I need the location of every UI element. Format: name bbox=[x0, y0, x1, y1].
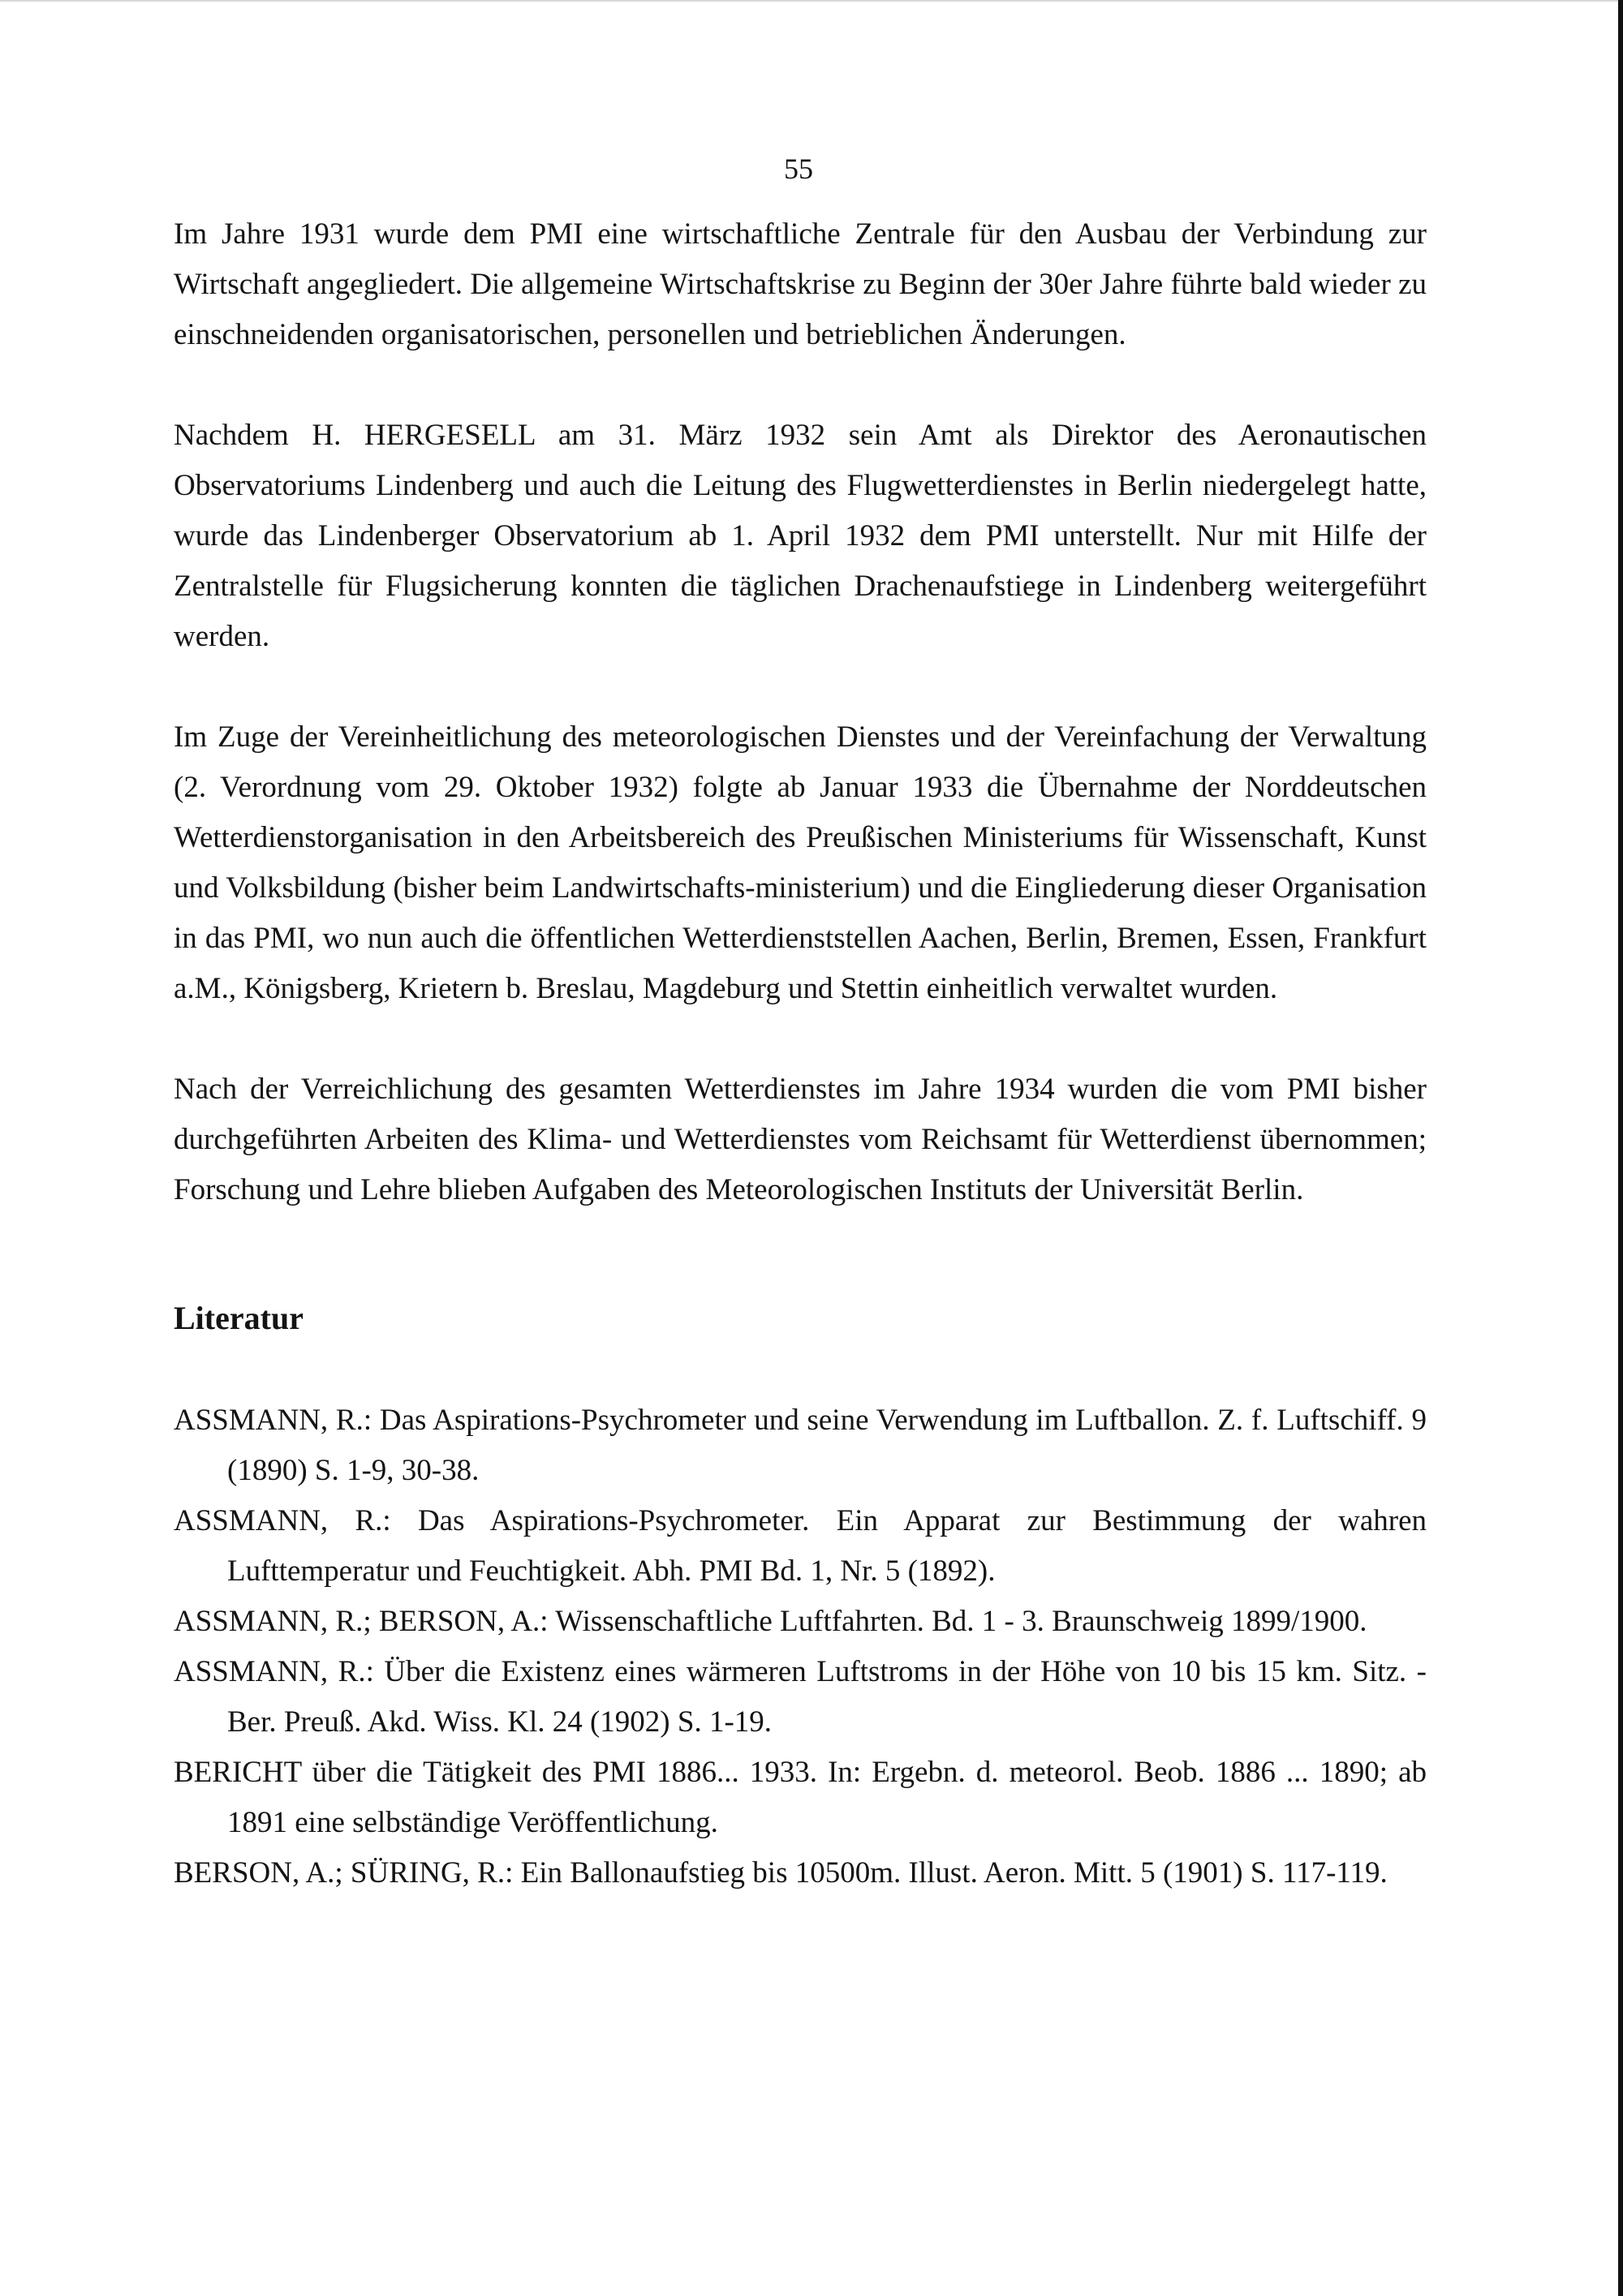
scan-border-right bbox=[1618, 0, 1623, 2296]
paragraph-verreichlichung-1934: Nach der Verreichlichung des gesamten Wetterdienstes im Jahre 1934 wurden die vom PMI bisher durchgeführten Arbeiten des Klima- und Wetterdienstes vom Reichsamt für Wetterdienst übernommen; Forschung und Lehre blieben Aufgaben des Meteorologischen Instituts der Universität Berlin. bbox=[174, 1073, 1427, 1206]
reference-item: BERSON, A.; SÜRING, R.: Ein Ballonaufstieg bis 10500m. Illust. Aeron. Mitt. 5 (1901) S. 117-119. bbox=[174, 1856, 1388, 1890]
page-body bbox=[174, 209, 1427, 1898]
scan-border-top bbox=[0, 0, 1623, 2]
reference-item: ASSMANN, R.; BERSON, A.: Wissenschaftliche Luftfahrten. Bd. 1 - 3. Braunschweig 1899/1900. bbox=[174, 1605, 1367, 1638]
reference-item: ASSMANN, R.: Über die Existenz eines wärmeren Luftstroms in der Höhe von 10 bis 15 km. Sitz. - Ber. Preuß. Akd. Wiss. Kl. 24 (1902) S. 1-19. bbox=[174, 1655, 1427, 1739]
reference-item: BERICHT über die Tätigkeit des PMI 1886... 1933. In: Ergebn. d. meteorol. Beob. 1886 ... 1890; ab 1891 eine selbständige Veröffentlichung. bbox=[174, 1756, 1427, 1839]
reference-item: ASSMANN, R.: Das Aspirations-Psychrometer. Ein Apparat zur Bestimmung der wahren Lufttemperatur und Feuchtigkeit. Abh. PMI Bd. 1, Nr. 5 (1892). bbox=[174, 1504, 1427, 1588]
reference-list bbox=[174, 1395, 1427, 1898]
section-heading-literatur: Literatur bbox=[174, 1300, 304, 1336]
paragraph-vereinheitlichung: Im Zuge der Vereinheitlichung des meteorologischen Dienstes und der Vereinfachung der Verwaltung (2. Verordnung vom 29. Oktober 1932) folgte ab Januar 1933 die Übernahme der Norddeutschen Wetterdienstorganisation in den Arbeitsbereich des Preußischen Ministeriums für Wissenschaft, Kunst und Volksbildung (bisher beim Landwirtschafts-ministerium) und die Eingliederung dieser Organisation in das PMI, wo nun auch die öffentlichen Wetterdienststellen Aachen, Berlin, Bremen, Essen, Frankfurt a.M., Königsberg, Krietern b. Breslau, Magdeburg und Stettin einheitlich verwaltet wurden. bbox=[174, 720, 1427, 1005]
reference-item: ASSMANN, R.: Das Aspirations-Psychrometer und seine Verwendung im Luftballon. Z. f. Luftschiff. 9 (1890) S. 1-9, 30-38. bbox=[174, 1404, 1427, 1487]
page-number: 55 bbox=[784, 153, 813, 185]
paragraph-pmi-1931: Im Jahre 1931 wurde dem PMI eine wirtschaftliche Zentrale für den Ausbau der Verbindung zur Wirtschaft angegliedert. Die allgemeine Wirtschaftskrise zu Beginn der 30er Jahre führte bald wieder zu einschneidenden organisatorischen, personellen und betrieblichen Änderungen. bbox=[174, 217, 1427, 351]
paragraph-hergesell-1932: Nachdem H. HERGESELL am 31. März 1932 sein Amt als Direktor des Aeronautischen Observatoriums Lindenberg und auch die Leitung des Flugwetterdienstes in Berlin niedergelegt hatte, wurde das Lindenberger Observatorium ab 1. April 1932 dem PMI unterstellt. Nur mit Hilfe der Zentralstelle für Flugsicherung konnten die täglichen Drachenaufstiege in Lindenberg weitergeführt werden. bbox=[174, 419, 1427, 653]
